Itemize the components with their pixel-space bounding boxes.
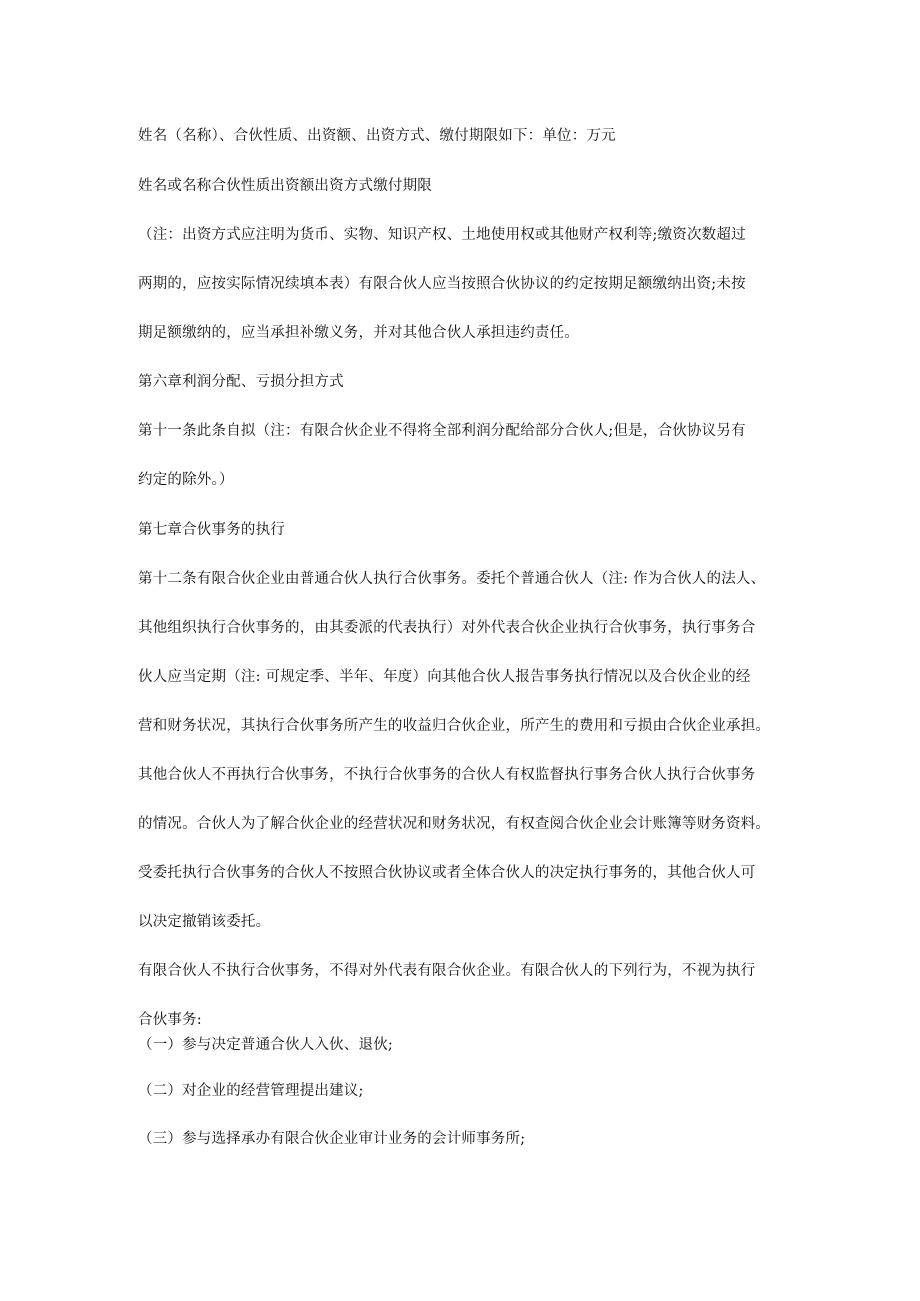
list-item-3: （三）参与选择承办有限合伙企业审计业务的会计师事务所; — [138, 1131, 526, 1147]
text-line-note: （注：出资方式应注明为货币、实物、知识产权、土地使用权或其他财产权利等;缴资次数超过 — [138, 227, 746, 243]
limited-partner-line: 有限合伙人不执行合伙事务，不得对外代表有限合伙企业。有限合伙人的下列行为，不视为执行 — [138, 963, 756, 979]
article-12-line: 的情况。合伙人为了解合伙企业的经营状况和财务状况，有权查阅合伙企业会计账簿等财务资料。 — [138, 816, 771, 832]
article-12-line: 营和财务状况，其执行合伙事务所产生的收益归合伙企业，所产生的费用和亏损由合伙企业承担。 — [138, 718, 771, 734]
article-12-line: 其他组织执行合伙事务的，由其委派的代表执行）对外代表合伙企业执行合伙事务，执行事务合 — [138, 620, 756, 636]
chapter-heading-6: 第六章利润分配、亏损分担方式 — [138, 374, 344, 390]
article-11-line: 第十一条此条自拟（注：有限合伙企业不得将全部利润分配给部分合伙人;但是，合伙协议另有 — [138, 423, 746, 439]
limited-partner-line: 合伙事务: — [138, 1012, 202, 1028]
article-11-line: 约定的除外。） — [138, 472, 234, 488]
text-line-note: 期足额缴纳的，应当承担补缴义务，并对其他合伙人承担违约责任。 — [138, 325, 579, 341]
text-line-note: 两期的，应按实际情况续填本表）有限合伙人应当按照合伙协议的约定按期足额缴纳出资;未按 — [138, 276, 746, 292]
list-item-1: （一）参与决定普通合伙人入伙、退伙; — [138, 1037, 393, 1053]
article-12-line: 伙人应当定期（注: 可规定季、半年、年度）向其他合伙人报告事务执行情况以及合伙企业的经 — [138, 669, 751, 685]
chapter-heading-7: 第七章合伙事务的执行 — [138, 522, 285, 538]
article-12-line: 受委托执行合伙事务的合伙人不按照合伙协议或者全体合伙人的决定执行事务的，其他合伙人可 — [138, 865, 756, 881]
article-12-line: 第十二条有限合伙企业由普通合伙人执行合伙事务。委托个普通合伙人（注: 作为合伙人的法人、 — [138, 571, 766, 587]
list-item-2: （二）对企业的经营管理提出建议; — [138, 1083, 364, 1099]
article-12-line: 其他合伙人不再执行合伙事务，不执行合伙事务的合伙人有权监督执行事务合伙人执行合伙事务 — [138, 767, 756, 783]
article-12-line: 以决定撤销该委托。 — [138, 914, 271, 930]
text-line-table-header: 姓名或名称合伙性质出资额出资方式缴付期限 — [138, 178, 432, 194]
text-line-unit-header: 姓名（名称）、合伙性质、出资额、出资方式、缴付期限如下：单位：万元 — [138, 128, 616, 144]
